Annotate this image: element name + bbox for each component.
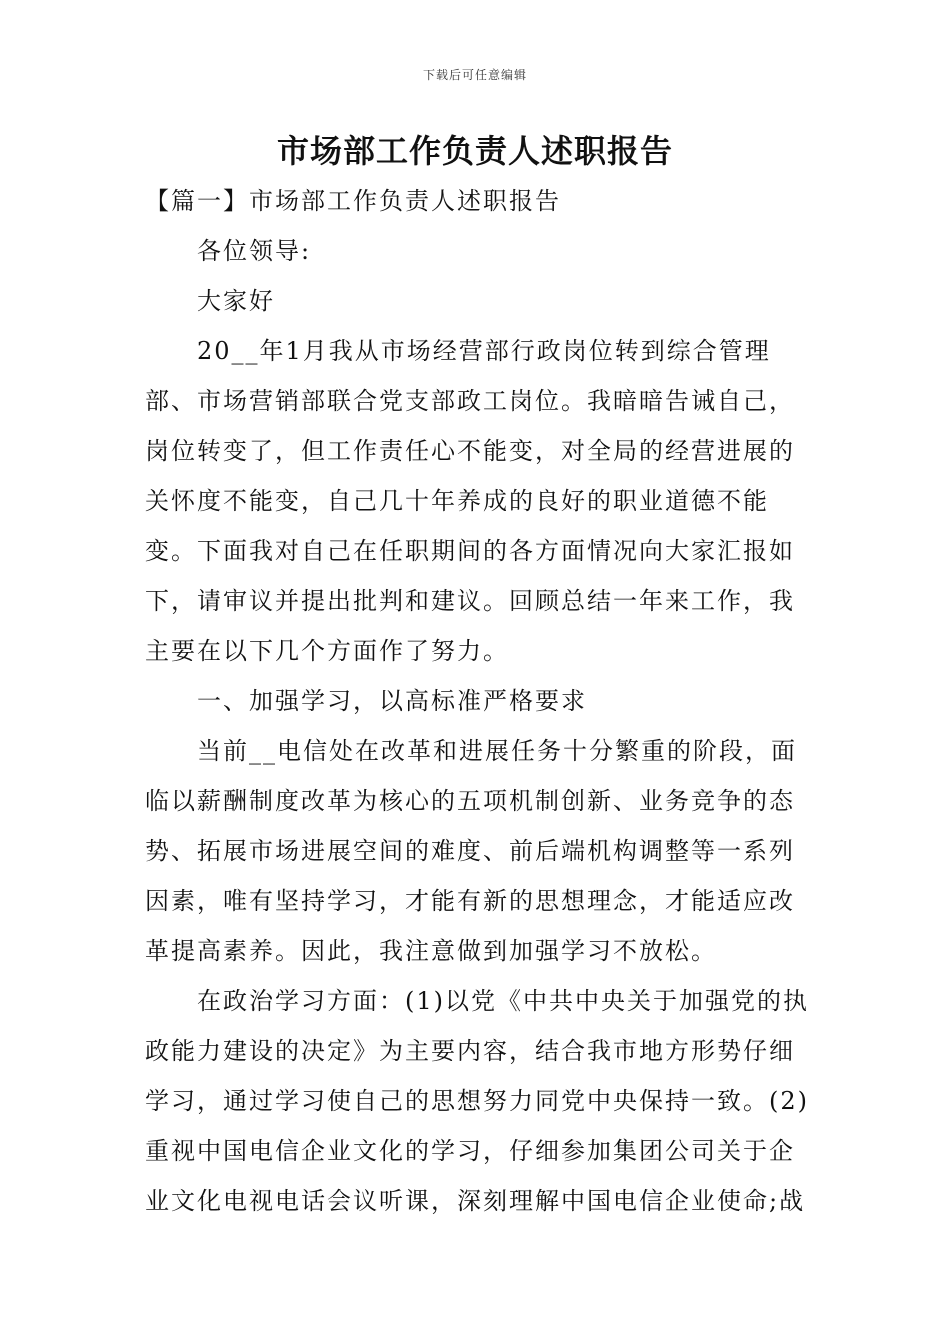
- greeting: 大家好: [197, 287, 275, 315]
- section-heading: 【篇一】市场部工作负责人述职报告: [145, 187, 561, 215]
- document-title: 市场部工作负责人述职报告: [276, 132, 673, 170]
- salutation: 各位领导:: [197, 237, 312, 265]
- paragraph-3: 在政治学习方面：(1)以党《中共中央关于加强党的执政能力建设的决定》为主要内容，结合我市地方形势仔细学习，通过学习使自己的思想努力同党中央保持一致。(2)重视中国电信企业文化的学习，仔细参加集团公司关于企业文化电视电话会议听课，深刻理解中国电信企业使命;战: [145, 987, 809, 1215]
- header-note: 下载后可任意编辑: [422, 68, 527, 82]
- subheading-1: 一、加强学习，以高标准严格要求: [197, 687, 587, 715]
- paragraph-1: 20__年1月我从市场经营部行政岗位转到综合管理部、市场营销部联合党支部政工岗位。我暗暗告诫自己，岗位转变了，但工作责任心不能变，对全局的经营进展的关怀度不能变，自己几十年养成的良好的职业道德不能变。下面我对自己在任职期间的各方面情况向大家汇报如下，请审议并提出批判和建议。回顾总结一年来工作，我主要在以下几个方面作了努力。: [145, 337, 795, 665]
- document-body: [145, 176, 810, 1226]
- paragraph-2: 当前__电信处在改革和进展任务十分繁重的阶段，面临以薪酬制度改革为核心的五项机制创新、业务竞争的态势、拓展市场进展空间的难度、前后端机构调整等一系列因素，唯有坚持学习，才能有新的思想理念，才能适应改革提高素养。因此，我注意做到加强学习不放松。: [145, 737, 797, 965]
